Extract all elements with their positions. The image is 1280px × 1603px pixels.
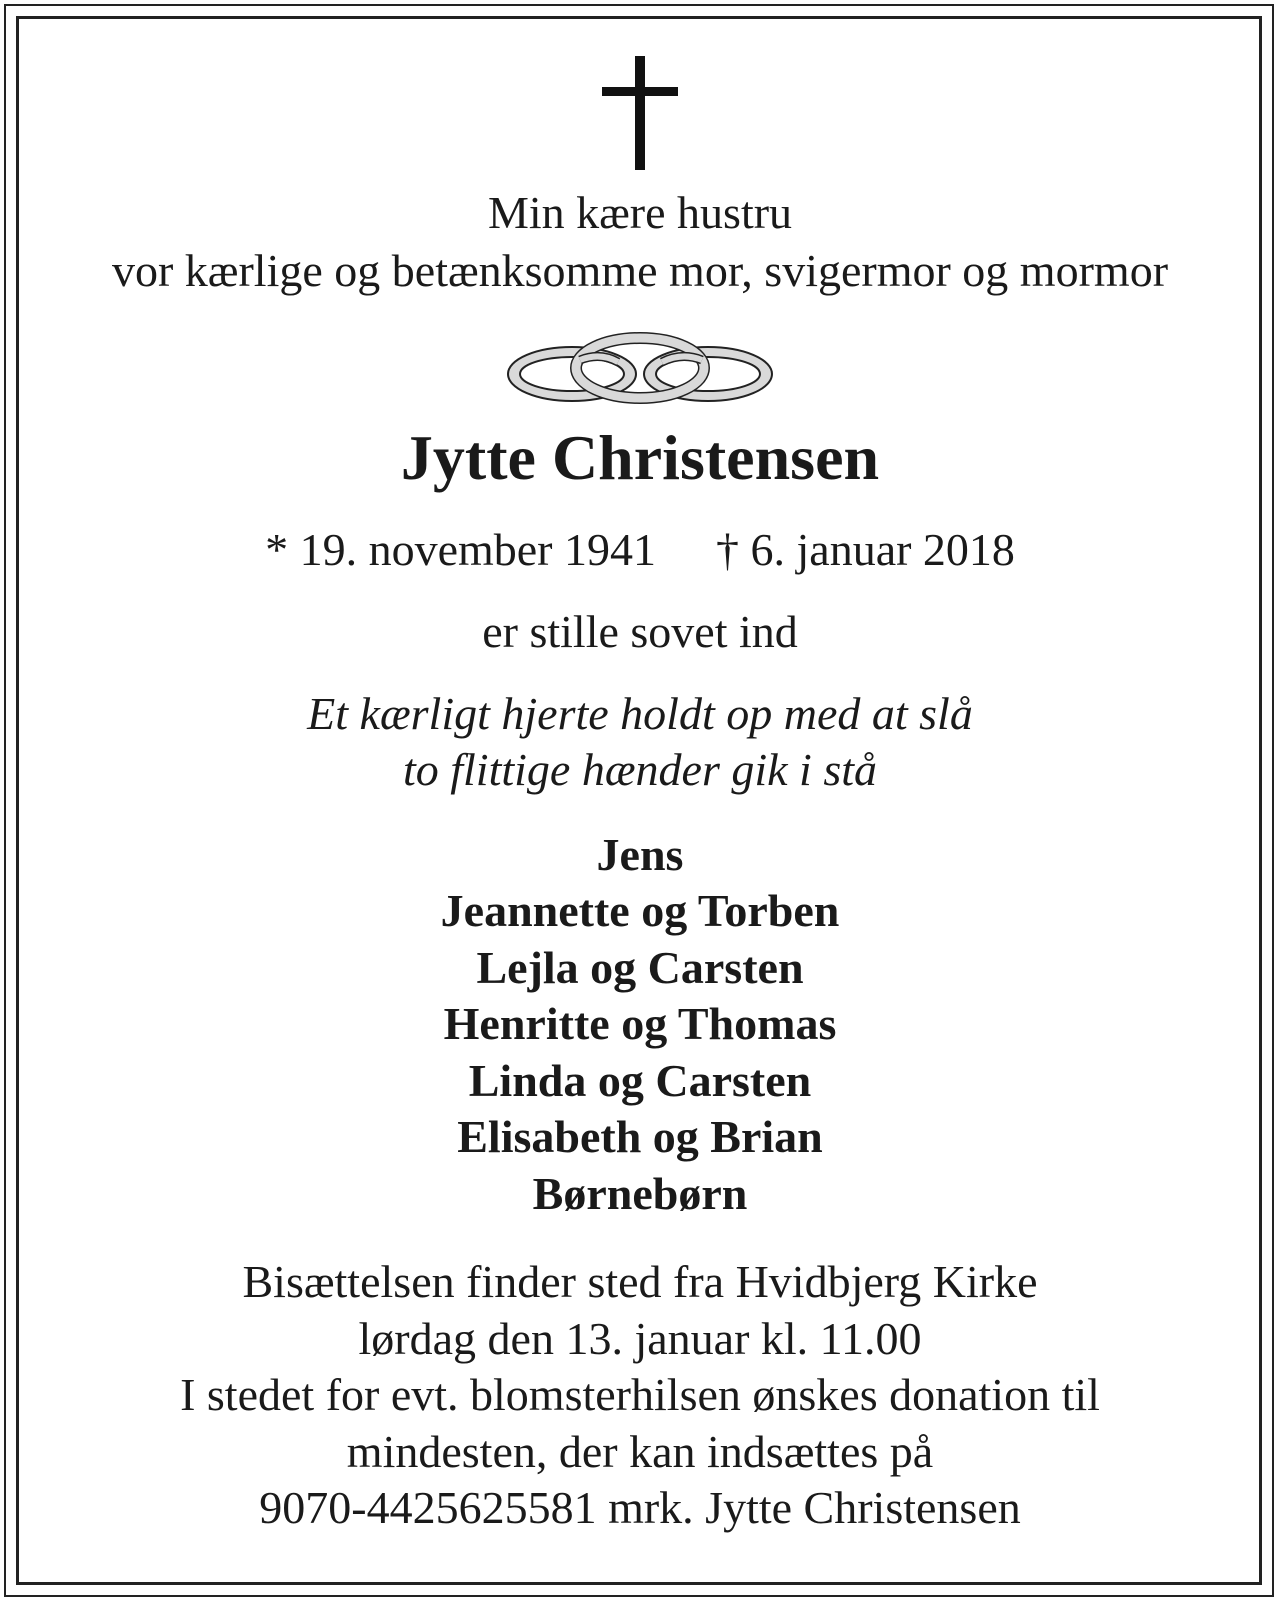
donation-line-2: mindesten, der kan indsættes på	[346, 1426, 934, 1477]
verse-line-1: Et kærligt hjerte holdt op med at slå	[307, 688, 973, 739]
header-line-1: Min kære hustru	[487, 187, 793, 238]
birth-date: * 19. november 1941	[265, 524, 656, 575]
cross-icon	[0, 56, 1280, 170]
survivor-name: Lejla og Carsten	[476, 942, 804, 993]
survivor-name: Jeannette og Torben	[440, 885, 840, 936]
funeral-info-line-1: Bisættelsen finder sted fra Hvidbjerg Kirke	[242, 1256, 1038, 1307]
donation-line-3: 9070-4425625581 mrk. Jytte Christensen	[259, 1482, 1021, 1533]
status-text: er stille sovet ind	[482, 606, 798, 657]
survivor-name: Henritte og Thomas	[443, 998, 837, 1049]
donation-line-1: I stedet for evt. blomsterhilsen ønskes donation til	[180, 1369, 1100, 1420]
survivor-name: Linda og Carsten	[468, 1055, 812, 1106]
death-date: † 6. januar 2018	[716, 524, 1015, 575]
verse-line-2: to flittige hænder gik i stå	[402, 744, 878, 795]
funeral-info-line-2: lørdag den 13. januar kl. 11.00	[358, 1313, 922, 1364]
header-line-2: vor kærlige og betænksomme mor, svigermor og mormor	[111, 245, 1169, 296]
survivor-name: Elisabeth og Brian	[457, 1111, 823, 1162]
survivor-name: Børnebørn	[532, 1168, 748, 1219]
survivor-name: Jens	[596, 829, 684, 880]
life-dates	[0, 523, 1280, 576]
deceased-name: Jytte Christensen	[400, 422, 880, 493]
linked-rings-icon	[0, 332, 1280, 410]
